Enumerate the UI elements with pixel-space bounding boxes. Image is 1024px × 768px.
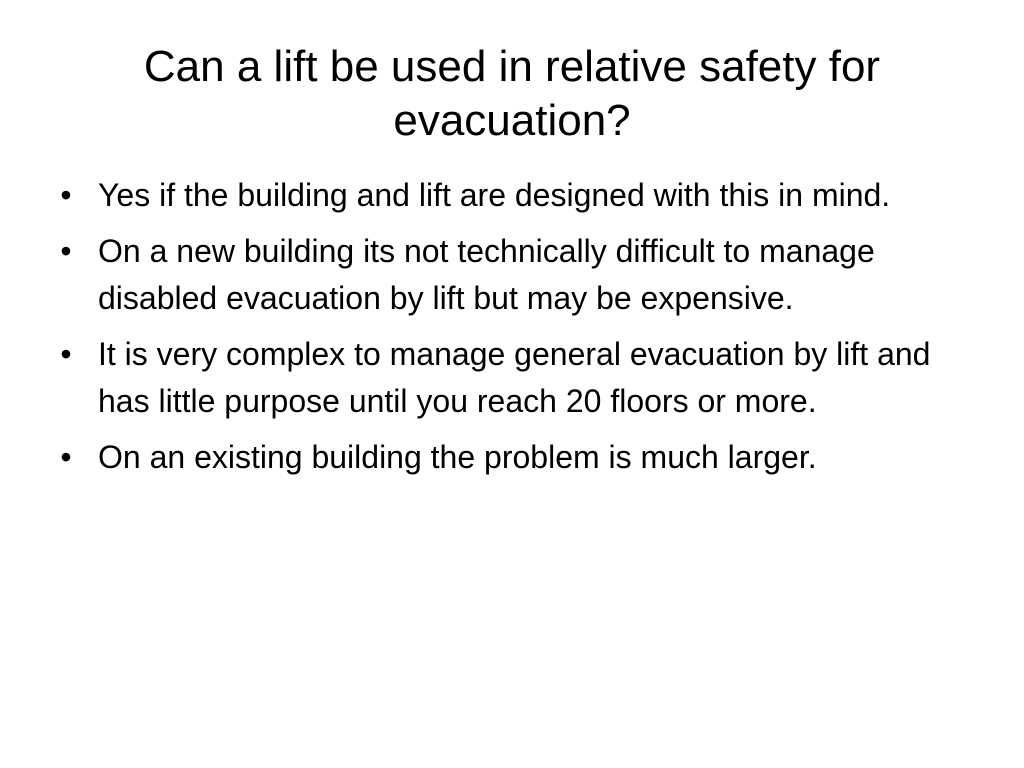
slide-title: Can a lift be used in relative safety for evacuation? xyxy=(143,42,881,145)
bullet-item xyxy=(56,434,976,481)
bullet-text: On a new building its not technically difficult to manage disabled evacuation by lift but may be expensive. xyxy=(98,233,875,316)
bullet-text: On an existing building the problem is much larger. xyxy=(98,439,817,475)
bullet-text: It is very complex to manage general evacuation by lift and has little purpose until you reach 20 floors or more. xyxy=(98,336,931,419)
bullet-text: Yes if the building and lift are designed with this in mind. xyxy=(98,177,891,213)
bullet-icon: • xyxy=(60,439,72,475)
bullet-icon: • xyxy=(60,233,72,269)
bullet-item xyxy=(56,172,976,219)
bullet-item xyxy=(56,331,976,425)
bullet-list xyxy=(56,172,976,490)
bullet-item xyxy=(56,228,976,322)
bullet-icon: • xyxy=(60,336,72,372)
bullet-icon: • xyxy=(60,177,72,213)
